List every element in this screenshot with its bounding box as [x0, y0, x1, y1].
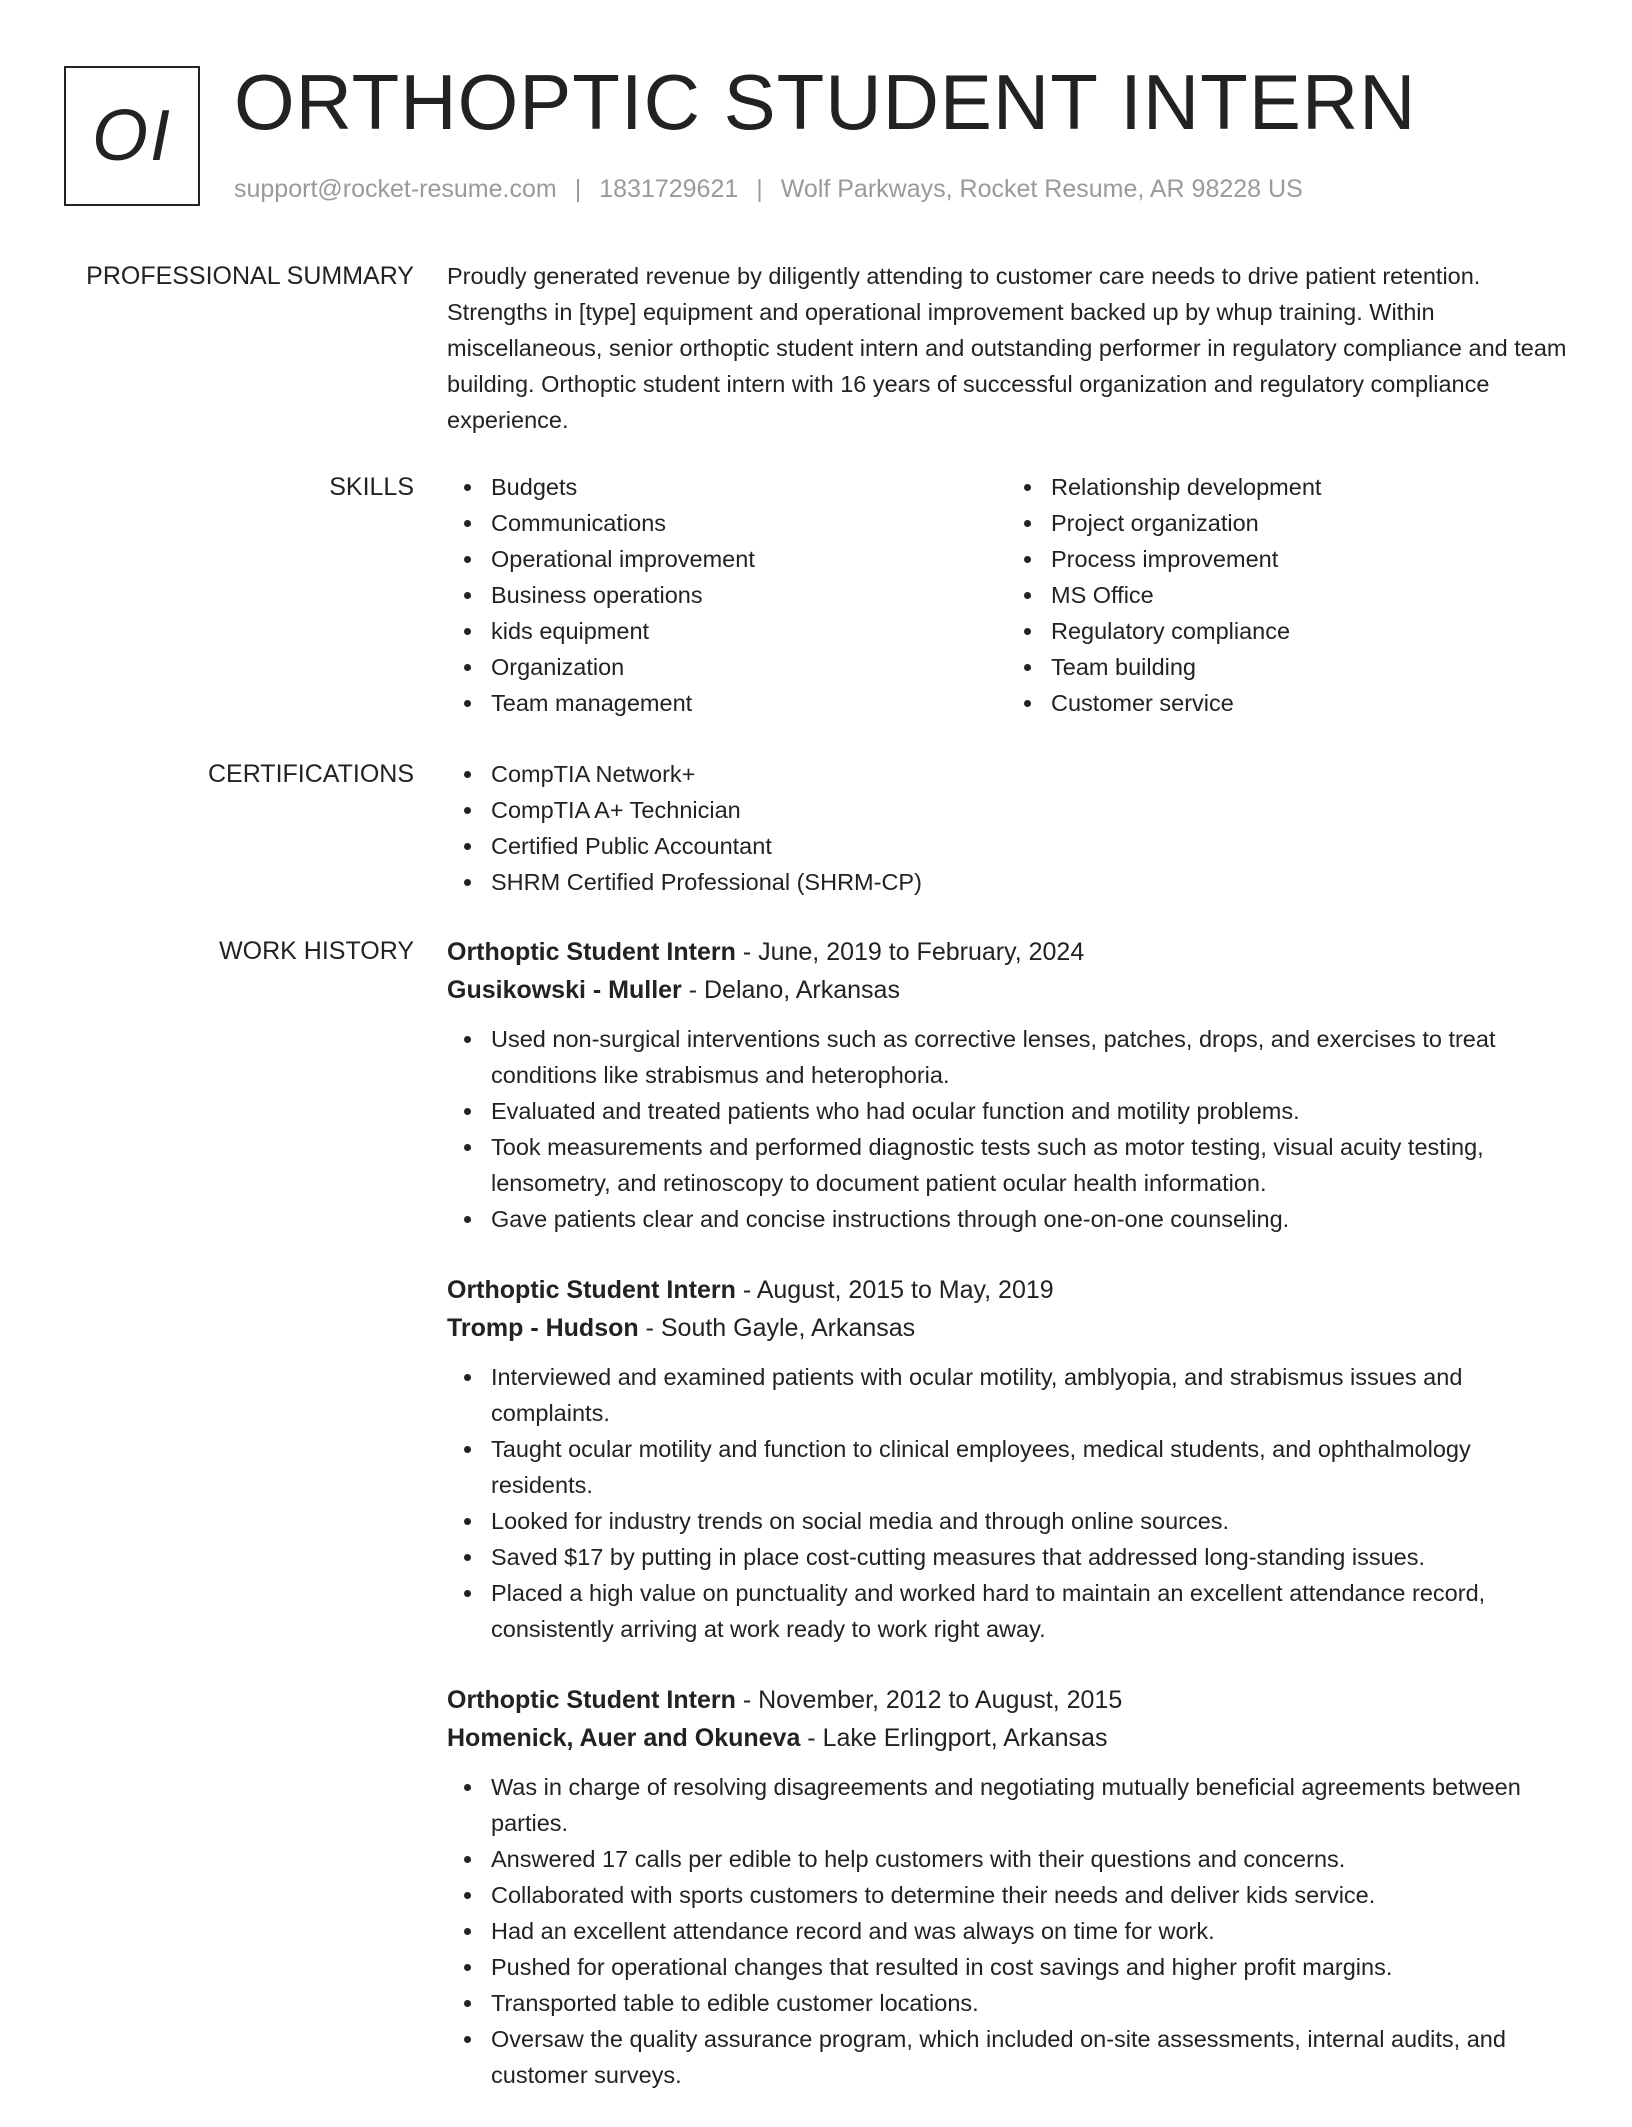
- job-entry: [447, 1271, 1567, 1647]
- job-bullet: Pushed for operational changes that resulted in cost savings and higher profit margins.: [491, 1949, 1567, 1985]
- job-title: Orthoptic Student Intern: [447, 1686, 736, 1714]
- job-dates: - August, 2015 to May, 2019: [735, 1276, 1054, 1304]
- job-title: Orthoptic Student Intern: [447, 1276, 736, 1304]
- job-bullet: Had an excellent attendance record and was always on time for work.: [491, 1913, 1567, 1949]
- summary-text: Proudly generated revenue by diligently attending to customer care needs to drive patient retention. Strengths in [type] equipment and operational improvement backed up by whup training. Within miscellaneous, senior orthoptic student intern and outstanding performer in regulatory compliance and team building. Orthoptic student intern with 16 years of successful organization and regulatory compliance experience.: [447, 263, 1567, 433]
- summary-body: [447, 258, 1567, 438]
- job-bullet: Interviewed and examined patients with ocular motility, amblyopia, and strabismus issues and complaints.: [491, 1359, 1567, 1431]
- certification-item: SHRM Certified Professional (SHRM-CP): [491, 864, 1567, 900]
- job-company-line: [447, 971, 1567, 1009]
- job-title-line: [447, 1681, 1567, 1719]
- certification-item: Certified Public Accountant: [491, 828, 1567, 864]
- job-title: Orthoptic Student Intern: [447, 938, 736, 966]
- job-bullet: Placed a high value on punctuality and worked hard to maintain an excellent attendance record, consistently arriving at work ready to work right away.: [491, 1575, 1567, 1647]
- skill-item: Operational improvement: [491, 541, 1007, 577]
- job-bullet: Taught ocular motility and function to clinical employees, medical students, and ophthalmology residents.: [491, 1431, 1567, 1503]
- contact-phone: 1831729621: [599, 175, 739, 203]
- job-bullet: Transported table to edible customer locations.: [491, 1985, 1567, 2021]
- skill-item: Customer service: [1051, 685, 1567, 721]
- section-label-summary: PROFESSIONAL SUMMARY: [86, 262, 414, 290]
- contact-address: Wolf Parkways, Rocket Resume, AR 98228 US: [780, 175, 1303, 203]
- skill-item: Communications: [491, 505, 1007, 541]
- skill-item: Team building: [1051, 649, 1567, 685]
- work-history-body: [447, 933, 1567, 2127]
- skills-list-left: [447, 469, 1007, 721]
- job-company: Tromp - Hudson: [447, 1314, 639, 1342]
- job-entry: [447, 933, 1567, 1237]
- job-bullet: Was in charge of resolving disagreements and negotiating mutually beneficial agreements between parties.: [491, 1769, 1567, 1841]
- skill-item: Regulatory compliance: [1051, 613, 1567, 649]
- section-label-certifications: CERTIFICATIONS: [207, 760, 414, 788]
- job-bullet: Evaluated and treated patients who had ocular function and motility problems.: [491, 1093, 1567, 1129]
- skill-item: Budgets: [491, 469, 1007, 505]
- job-bullets: [447, 1359, 1567, 1647]
- job-dates: - June, 2019 to February, 2024: [735, 938, 1085, 966]
- skills-list-right: [1007, 469, 1567, 721]
- skill-item: Process improvement: [1051, 541, 1567, 577]
- job-bullet: Looked for industry trends on social media and through online sources.: [491, 1503, 1567, 1539]
- job-bullet: Answered 17 calls per edible to help customers with their questions and concerns.: [491, 1841, 1567, 1877]
- job-bullets: [447, 1769, 1567, 2093]
- monogram-badge: OI: [64, 66, 200, 206]
- skill-item: Relationship development: [1051, 469, 1567, 505]
- job-bullet: Took measurements and performed diagnostic tests such as motor testing, visual acuity testing, lensometry, and retinoscopy to document patient ocular health information.: [491, 1129, 1567, 1201]
- skill-item: Team management: [491, 685, 1007, 721]
- skill-item: Organization: [491, 649, 1007, 685]
- skill-item: kids equipment: [491, 613, 1007, 649]
- job-company-line: [447, 1719, 1567, 1757]
- resume-title: ORTHOPTIC STUDENT INTERN: [234, 58, 1417, 146]
- job-title-line: [447, 1271, 1567, 1309]
- skill-item: Business operations: [491, 577, 1007, 613]
- job-bullet: Collaborated with sports customers to determine their needs and deliver kids service.: [491, 1877, 1567, 1913]
- job-location: - South Gayle, Arkansas: [638, 1314, 916, 1342]
- job-entry: [447, 1681, 1567, 2093]
- job-bullet: Used non-surgical interventions such as corrective lenses, patches, drops, and exercises to treat conditions like strabismus and heterophoria.: [491, 1021, 1567, 1093]
- job-location: - Delano, Arkansas: [681, 976, 900, 1004]
- section-label-skills: SKILLS: [329, 473, 414, 501]
- section-label-work-history: WORK HISTORY: [219, 937, 414, 965]
- job-bullets: [447, 1021, 1567, 1237]
- job-dates: - November, 2012 to August, 2015: [735, 1686, 1123, 1714]
- skill-item: MS Office: [1051, 577, 1567, 613]
- job-bullet: Oversaw the quality assurance program, which included on-site assessments, internal audits, and customer surveys.: [491, 2021, 1567, 2093]
- job-title-line: [447, 933, 1567, 971]
- contact-line: [234, 174, 1303, 204]
- contact-separator: |: [574, 175, 582, 203]
- certifications-body: [447, 756, 1567, 900]
- job-bullet: Gave patients clear and concise instructions through one-on-one counseling.: [491, 1201, 1567, 1237]
- certification-item: CompTIA Network+: [491, 756, 1567, 792]
- contact-email: support@rocket-resume.com: [234, 175, 557, 203]
- skills-body: [447, 469, 1567, 721]
- job-location: - Lake Erlingport, Arkansas: [800, 1724, 1108, 1752]
- certifications-list: [447, 756, 1567, 900]
- job-bullet: Saved $17 by putting in place cost-cutting measures that addressed long-standing issues.: [491, 1539, 1567, 1575]
- job-company: Gusikowski - Muller: [447, 976, 682, 1004]
- certification-item: CompTIA A+ Technician: [491, 792, 1567, 828]
- job-company-line: [447, 1309, 1567, 1347]
- skill-item: Project organization: [1051, 505, 1567, 541]
- job-company: Homenick, Auer and Okuneva: [447, 1724, 801, 1752]
- contact-separator: |: [756, 175, 763, 203]
